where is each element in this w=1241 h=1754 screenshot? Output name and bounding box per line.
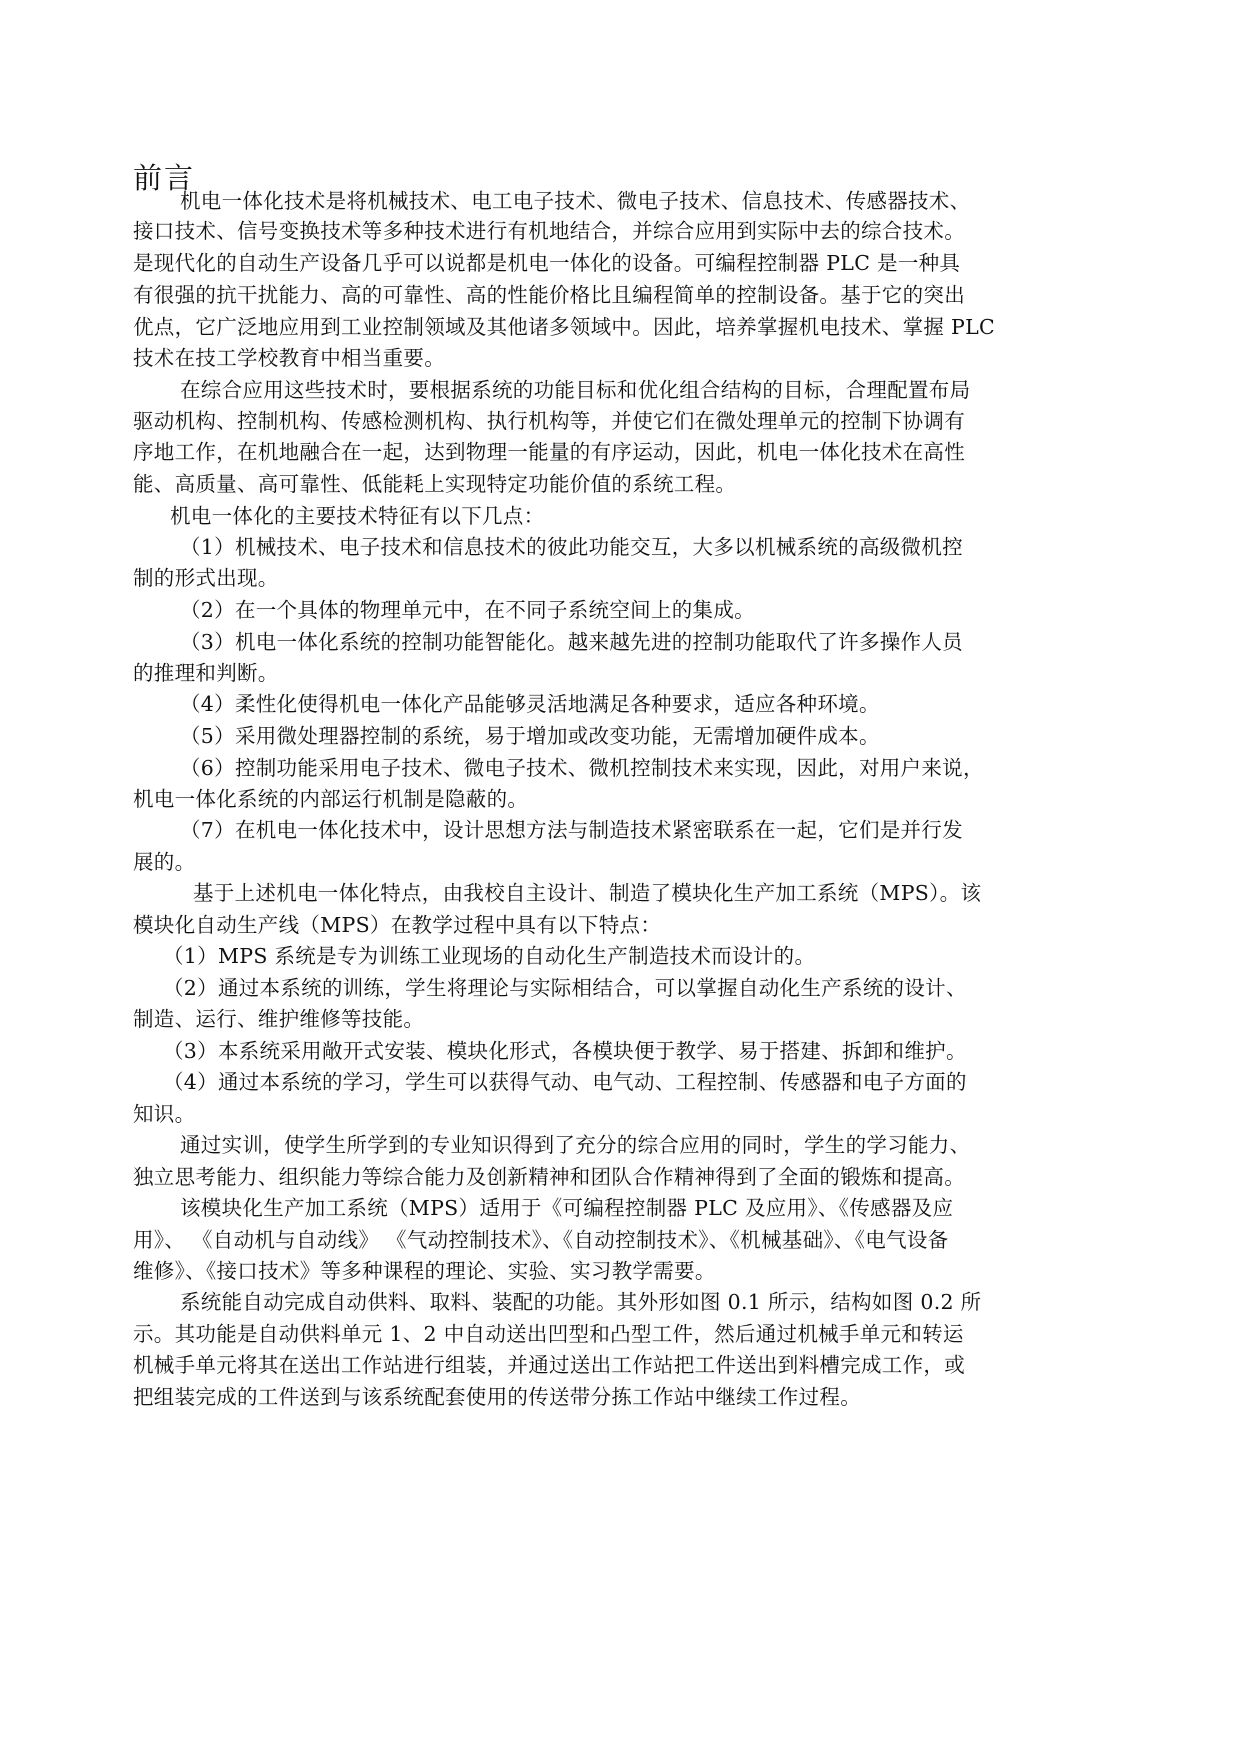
text-line: 维修》、《接口技术》等多种课程的理论、实验、实习教学需要。 — [133, 1259, 716, 1283]
page-title: 前言 — [133, 161, 196, 195]
text-line: 制的形式出现。 — [133, 566, 279, 590]
text-line: 把组装完成的工件送到与该系统配套使用的传送带分拣工作站中继续工作过程。 — [133, 1385, 861, 1409]
text-line: （3）机电一体化系统的控制功能智能化。越来越先进的控制功能取代了许多操作人员 — [180, 630, 963, 654]
text-line: 基于上述机电一体化特点，由我校自主设计、制造了模块化生产加工系统（MPS）。该 — [193, 881, 982, 905]
text-line: 机电一体化技术是将机械技术、电工电子技术、微电子技术、信息技术、传感器技术、 — [180, 189, 971, 213]
text-line: 序地工作，在机地融合在一起，达到物理一能量的有序运动，因此，机电一体化技术在高性 — [133, 440, 965, 464]
text-line: 独立思考能力、组织能力等综合能力及创新精神和团队合作精神得到了全面的锻炼和提高。 — [133, 1165, 965, 1189]
text-line: 该模块化生产加工系统（MPS）适用于《可编程控制器 PLC 及应用》、《传感器及应 — [180, 1196, 954, 1220]
text-line: 制造、运行、维护维修等技能。 — [133, 1007, 425, 1031]
text-line: （2）通过本系统的训练，学生将理论与实际相结合，可以掌握自动化生产系统的设计、 — [163, 976, 967, 1000]
text-line: 通过实训，使学生所学到的专业知识得到了充分的综合应用的同时，学生的学习能力、 — [180, 1133, 971, 1157]
text-line: 能、高质量、高可靠性、低能耗上实现特定功能价值的系统工程。 — [133, 472, 737, 496]
text-line: （1）机械技术、电子技术和信息技术的彼此功能交互，大多以机械系统的高级微机控 — [180, 535, 963, 559]
text-line: 系统能自动完成自动供料、取料、装配的功能。其外形如图 0.1 所示，结构如图 0.2 所 — [180, 1290, 982, 1314]
text-line: （3）本系统采用敞开式安装、模块化形式，各模块便于教学、易于搭建、拆卸和维护。 — [163, 1039, 967, 1063]
text-line: 展的。 — [133, 850, 196, 874]
text-line: 用》、 《自动机与自动线》 《气动控制技术》、《自动控制技术》、《机械基础》、《电气设备 — [133, 1228, 949, 1252]
text-line: 机械手单元将其在送出工作站进行组装，并通过送出工作站把工件送出到料槽完成工作，或 — [133, 1353, 965, 1377]
text-line: （4）柔性化使得机电一体化产品能够灵活地满足各种要求，适应各种环境。 — [180, 692, 880, 716]
text-line: 的推理和判断。 — [133, 661, 279, 685]
text-line: 优点，它广泛地应用到工业控制领域及其他诸多领域中。因此，培养掌握机电技术、掌握 PLC — [133, 315, 996, 339]
text-line: （6）控制功能采用电子技术、微电子技术、微机控制技术来实现，因此，对用户来说， — [180, 756, 984, 780]
text-line: （5）采用微处理器控制的系统，易于增加或改变功能，无需增加硬件成本。 — [180, 724, 880, 748]
text-line: （4）通过本系统的学习，学生可以获得气动、电气动、工程控制、传感器和电子方面的 — [163, 1070, 967, 1094]
text-line: 驱动机构、控制机构、传感检测机构、执行机构等，并使它们在微处理单元的控制下协调有 — [133, 409, 965, 433]
text-line: （7）在机电一体化技术中，设计思想方法与制造技术紧密联系在一起，它们是并行发 — [180, 818, 963, 842]
text-line: 在综合应用这些技术时，要根据系统的功能目标和优化组合结构的目标，合理配置布局 — [180, 378, 971, 402]
text-line: 有很强的抗干扰能力、高的可靠性、高的性能价格比且编程简单的控制设备。基于它的突出 — [133, 283, 965, 307]
text-line: （2）在一个具体的物理单元中，在不同子系统空间上的集成。 — [180, 598, 755, 622]
text-line: 机电一体化系统的内部运行机制是隐蔽的。 — [133, 787, 529, 811]
text-line: 技术在技工学校教育中相当重要。 — [133, 346, 445, 370]
text-line: 知识。 — [133, 1102, 196, 1126]
text-line: 模块化自动生产线（MPS）在教学过程中具有以下特点： — [133, 913, 662, 937]
text-line: （1）MPS 系统是专为训练工业现场的自动化生产制造技术而设计的。 — [163, 944, 816, 968]
text-line: 示。其功能是自动供料单元 1、2 中自动送出凹型和凸型工件，然后通过机械手单元和转运 — [133, 1322, 964, 1346]
text-line: 机电一体化的主要技术特征有以下几点： — [170, 504, 545, 528]
text-line: 是现代化的自动生产设备几乎可以说都是机电一体化的设备。可编程控制器 PLC 是一种具 — [133, 251, 961, 275]
text-line: 接口技术、信号变换技术等多种技术进行有机地结合，并综合应用到实际中去的综合技术。 — [133, 219, 965, 243]
